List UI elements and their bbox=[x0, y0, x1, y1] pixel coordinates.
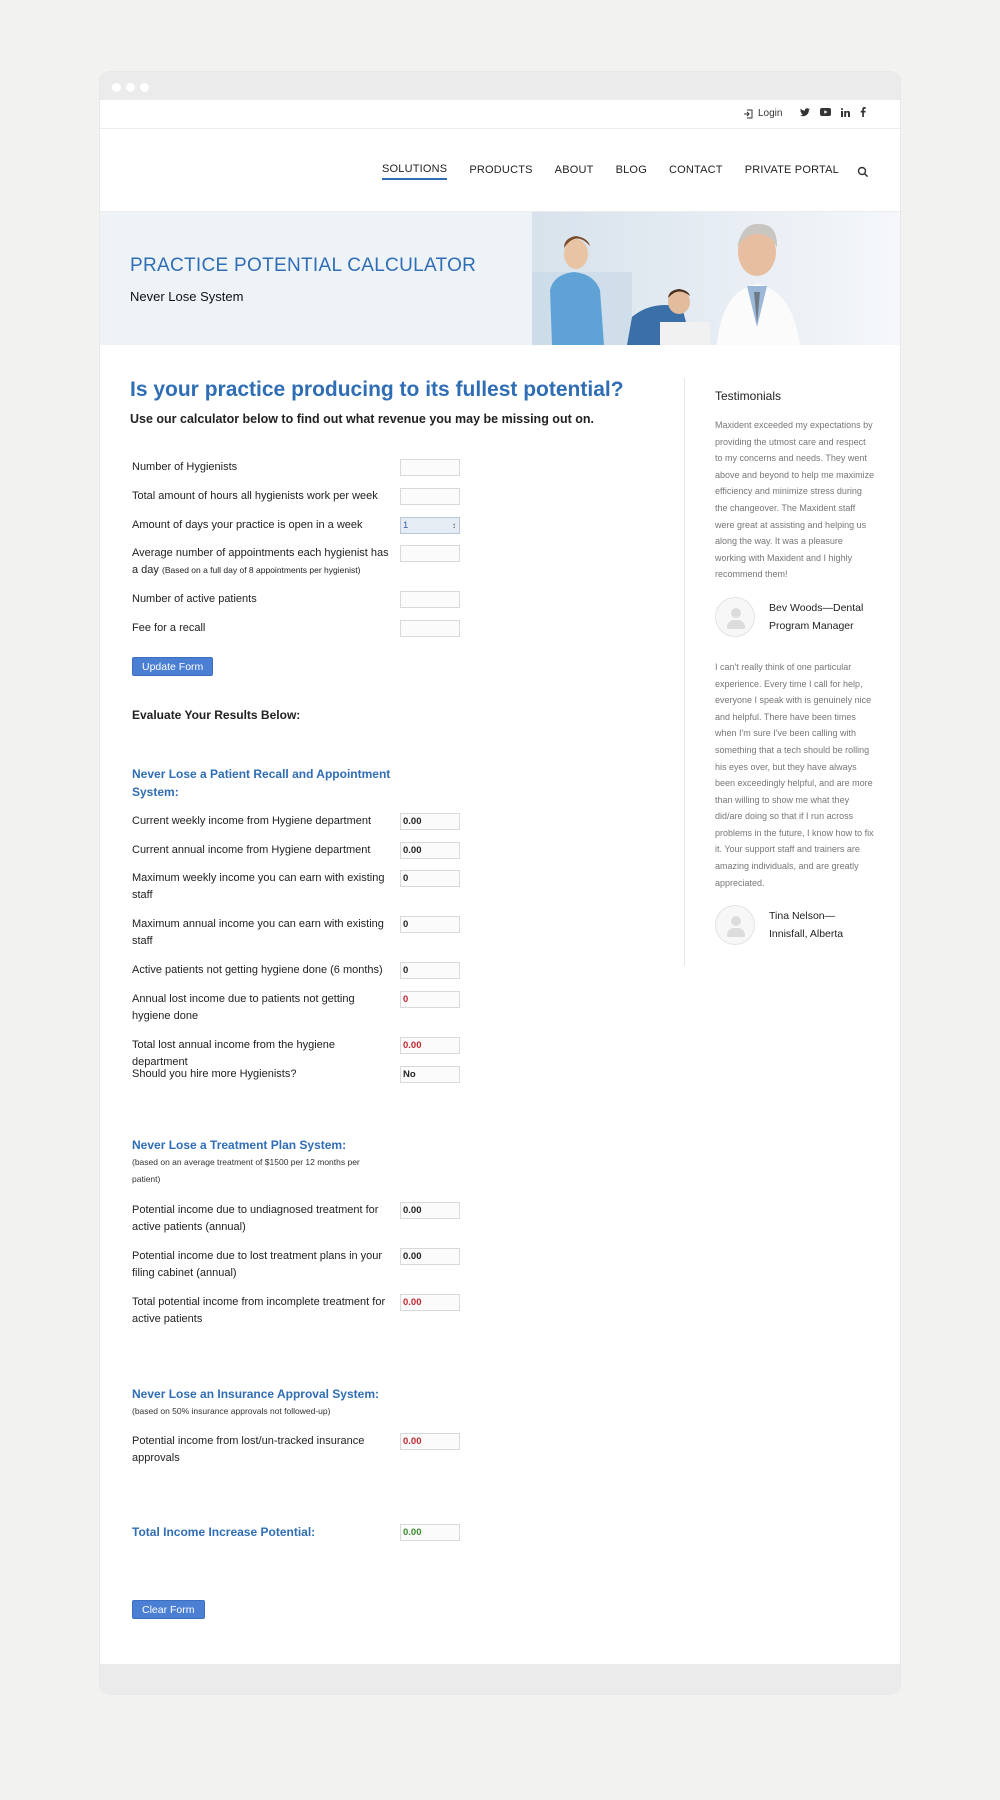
nav-private-portal[interactable]: PRIVATE PORTAL bbox=[744, 164, 839, 176]
update-form-button[interactable]: Update Form bbox=[132, 657, 213, 676]
result-row bbox=[132, 916, 466, 950]
hero-title: PRACTICE POTENTIAL CALCULATOR bbox=[130, 255, 477, 276]
result-row bbox=[132, 1066, 466, 1083]
input-row-days bbox=[132, 517, 466, 534]
input-label-note: (Based on a full day of 8 appointments per hygienist) bbox=[161, 565, 361, 575]
result-row bbox=[132, 870, 466, 904]
page-subheading: Use our calculator below to find out what revenue you may be missing out on. bbox=[130, 412, 594, 426]
avatar-placeholder-icon bbox=[715, 597, 755, 637]
result-row bbox=[132, 1202, 466, 1236]
result-value: 0.00 bbox=[400, 842, 460, 859]
nav-products[interactable]: PRODUCTS bbox=[469, 164, 533, 176]
avatar-placeholder-icon bbox=[715, 905, 755, 945]
browser-window bbox=[100, 72, 900, 1694]
input-label-text: Average number of appointments each hygienist has a day bbox=[132, 547, 389, 576]
result-label: Potential income due to lost treatment plans in your filing cabinet (annual) bbox=[132, 1250, 383, 1279]
result-value: 0 bbox=[400, 962, 460, 979]
result-label: Total lost annual income from the hygiene department bbox=[132, 1039, 336, 1068]
testimonials-heading: Testimonials bbox=[715, 389, 782, 403]
total-row bbox=[132, 1524, 466, 1541]
login-label: Login bbox=[758, 108, 783, 119]
testimonial-quote: I can't really think of one particular experience. Every time I call for help, everyone I speak with is genuinely nice and helpful. There have been times when I'm sure I've been calling with something that a tech should be rolling his eyes over, but they have always been exceedingly helpful, and are more than willing to show me what they did/are doing so that if I run across problems in the future, I know how to fix it. Your support staff and trainers are amazing individuals, and are greatly appreciated. bbox=[715, 661, 874, 888]
testimonial-quote: Maxident exceeded my expectations by providing the utmost care and respect to my concerns and needs. They went above and beyond to help me maximize efficiency and minimize stress during the changeover. The Maxident staff were great at assisting and helping us along the way. It was a pleasure working with Maxident and I highly recommend them! bbox=[715, 420, 875, 580]
login-link[interactable] bbox=[743, 108, 782, 119]
insurance-section-note: (based on 50% insurance approvals not followed-up) bbox=[132, 1406, 331, 1416]
result-row bbox=[132, 991, 466, 1025]
evaluate-heading: Evaluate Your Results Below: bbox=[132, 708, 301, 722]
result-label: Maximum annual income you can earn with existing staff bbox=[132, 918, 384, 947]
author-name: Tina Nelson—Innisfall, Alberta bbox=[769, 910, 844, 941]
result-row bbox=[132, 1248, 466, 1282]
youtube-icon[interactable] bbox=[820, 108, 831, 116]
clear-form-button[interactable]: Clear Form bbox=[132, 1600, 205, 1619]
result-value: 0.00 bbox=[400, 813, 460, 830]
page-headline: Is your practice producing to its fullest potential? bbox=[130, 378, 624, 401]
window-footer-bar bbox=[100, 1664, 900, 1694]
treatment-section-note: (based on an average treatment of $1500 per 12 months per patient) bbox=[132, 1157, 360, 1184]
result-value: 0 bbox=[400, 991, 460, 1008]
result-value: 0 bbox=[400, 916, 460, 933]
hygienists-input[interactable] bbox=[400, 459, 460, 476]
result-label: Current weekly income from Hygiene department bbox=[132, 815, 372, 827]
days-select[interactable]: 1 ↕ bbox=[400, 517, 460, 534]
hero-subtitle: Never Lose System bbox=[130, 289, 244, 304]
result-value: 0.00 bbox=[400, 1037, 460, 1054]
social-links bbox=[800, 107, 866, 117]
result-value: 0.00 bbox=[400, 1248, 460, 1265]
nav-solutions[interactable]: SOLUTIONS bbox=[382, 163, 447, 180]
recall-fee-input[interactable] bbox=[400, 620, 460, 637]
result-value: 0.00 bbox=[400, 1433, 460, 1450]
result-row bbox=[132, 813, 466, 830]
calculator-form bbox=[130, 72, 670, 1672]
result-label: Potential income from lost/un-tracked insurance approvals bbox=[132, 1435, 365, 1464]
result-label: Annual lost income due to patients not getting hygiene done bbox=[132, 993, 355, 1022]
nav-blog[interactable]: BLOG bbox=[615, 164, 647, 176]
treatment-section-title: Never Lose a Treatment Plan System: bbox=[132, 1138, 347, 1152]
result-row bbox=[132, 1433, 466, 1467]
insurance-section-title: Never Lose an Insurance Approval System: bbox=[132, 1387, 379, 1401]
facebook-icon[interactable] bbox=[860, 107, 866, 117]
window-dot bbox=[112, 83, 121, 92]
nav-about[interactable]: ABOUT bbox=[554, 164, 594, 176]
result-label: Total potential income from incomplete treatment for active patients bbox=[132, 1296, 386, 1325]
testimonials-sidebar bbox=[715, 378, 875, 945]
nav-contact[interactable]: CONTACT bbox=[668, 164, 723, 176]
input-label: Total amount of hours all hygienists work per week bbox=[132, 490, 378, 502]
result-label: Should you hire more Hygienists? bbox=[132, 1068, 297, 1080]
input-row-hygienists bbox=[132, 459, 466, 476]
linkedin-icon[interactable] bbox=[841, 108, 850, 117]
result-row bbox=[132, 1294, 466, 1328]
input-label: Number of active patients bbox=[132, 593, 257, 605]
input-label: Fee for a recall bbox=[132, 622, 206, 634]
result-value: No bbox=[400, 1066, 460, 1083]
hours-input[interactable] bbox=[400, 488, 460, 505]
input-row-appointments bbox=[132, 545, 466, 579]
input-row-recall-fee bbox=[132, 620, 466, 637]
result-value: 0.00 bbox=[400, 1294, 460, 1311]
result-value: 0.00 bbox=[400, 1202, 460, 1219]
result-label: Maximum weekly income you can earn with existing staff bbox=[132, 872, 385, 901]
result-label: Active patients not getting hygiene done (6 months) bbox=[132, 964, 383, 976]
testimonial-author bbox=[715, 905, 875, 945]
result-row bbox=[132, 842, 466, 859]
result-row bbox=[132, 962, 466, 979]
result-value: 0 bbox=[400, 870, 460, 887]
input-label: Amount of days your practice is open in a week bbox=[132, 519, 363, 531]
testimonial-author bbox=[715, 597, 875, 637]
input-label bbox=[132, 545, 392, 579]
sidebar-divider bbox=[684, 378, 685, 966]
search-icon[interactable] bbox=[857, 166, 869, 178]
input-row-hours bbox=[132, 488, 466, 505]
active-patients-input[interactable] bbox=[400, 591, 460, 608]
twitter-icon[interactable] bbox=[800, 108, 810, 117]
author-name: Bev Woods—Dental Program Manager bbox=[769, 601, 864, 632]
input-label: Number of Hygienists bbox=[132, 461, 238, 473]
input-row-patients bbox=[132, 591, 466, 608]
result-label: Current annual income from Hygiene department bbox=[132, 844, 371, 856]
appointments-input[interactable] bbox=[400, 545, 460, 562]
total-label: Total Income Increase Potential: bbox=[132, 1525, 316, 1539]
login-icon bbox=[743, 109, 753, 119]
recall-section-title: Never Lose a Patient Recall and Appointment System: bbox=[132, 767, 391, 799]
result-label: Potential income due to undiagnosed treatment for active patients (annual) bbox=[132, 1204, 379, 1233]
total-value: 0.00 bbox=[400, 1524, 460, 1541]
